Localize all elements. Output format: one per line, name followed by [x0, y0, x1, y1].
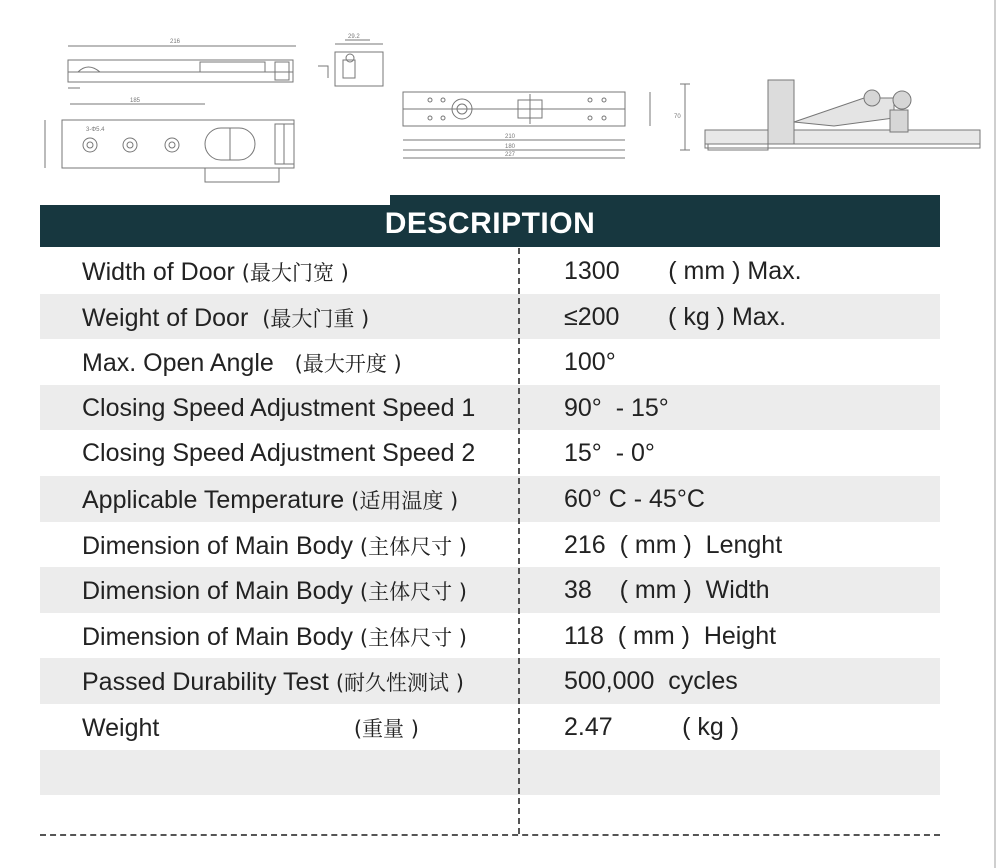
- spec-value: 15° - 0°: [564, 439, 655, 468]
- spec-value: 100°: [564, 348, 616, 377]
- spec-label-en: Closing Speed Adjustment Speed 2: [82, 439, 476, 468]
- spec-label-cn: (重量 ): [353, 716, 419, 741]
- front-view-drawing: [45, 104, 294, 182]
- spec-label: [82, 303, 369, 333]
- spec-label-cn: (最大门宽 ): [241, 261, 349, 285]
- table-row: [40, 248, 940, 294]
- spec-label-en: Weight of Door: [82, 303, 263, 332]
- spec-value: 216 ( mm ) Lenght: [564, 530, 783, 559]
- page-edge: [994, 0, 996, 868]
- header-title: DESCRIPTION: [384, 207, 596, 240]
- spec-label-cn: (最大门重 ): [262, 306, 370, 331]
- spec-label: [82, 576, 467, 606]
- spec-label: [82, 485, 458, 515]
- technical-drawings: [0, 0, 1000, 190]
- spec-label-en: Dimension of Main Body: [82, 577, 360, 606]
- table-row: [40, 613, 940, 659]
- table-row: [40, 476, 940, 522]
- table-row: [40, 704, 940, 750]
- spec-label-en: Closing Speed Adjustment Speed 1: [82, 393, 476, 422]
- spec-label: [82, 257, 349, 287]
- dim-label: 180: [505, 144, 516, 150]
- spec-label-cn: (耐久性测试 ): [335, 671, 464, 696]
- spec-value: 118 ( mm ) Height: [564, 621, 777, 650]
- spec-label: [82, 439, 475, 468]
- spec-value: 38 ( mm ) Width: [564, 576, 770, 605]
- spec-value: 1300 ( mm ) Max.: [564, 257, 802, 285]
- header-notch: [40, 195, 390, 205]
- plate-drawing: [403, 92, 650, 158]
- spec-label: [82, 667, 464, 697]
- spec-label-en: Width of Door: [82, 258, 242, 286]
- spec-value: 500,000 cycles: [564, 667, 738, 696]
- spec-label-cn: (主体尺寸 ): [359, 580, 467, 605]
- dim-label: 210: [505, 134, 516, 140]
- spec-label-en: Max. Open Angle: [82, 349, 295, 378]
- spec-label: [82, 394, 475, 423]
- spec-label: [82, 622, 467, 652]
- table-row: [40, 567, 940, 613]
- spec-label-cn: (最大开度 ): [294, 352, 402, 377]
- table-row: [40, 385, 940, 431]
- dim-label: 216: [170, 39, 181, 45]
- dim-label: 70: [674, 114, 681, 120]
- spec-value: ≤200 ( kg ) Max.: [564, 302, 787, 331]
- side-view-drawing: [68, 46, 296, 88]
- dim-label: 185: [130, 98, 141, 104]
- spec-value: 90° - 15°: [564, 393, 669, 422]
- spec-label: [82, 348, 402, 378]
- spec-label-en: Applicable Temperature: [82, 485, 352, 514]
- spec-label: [82, 713, 419, 743]
- spec-label: [82, 531, 467, 561]
- assembly-drawing: [680, 80, 980, 150]
- spec-label-en: Passed Durability Test: [82, 668, 336, 697]
- spec-label-cn: (主体尺寸 ): [359, 534, 467, 559]
- dim-label: 227: [505, 152, 516, 158]
- table-row: [40, 339, 940, 385]
- spec-value: 60° C - 45°C: [564, 484, 705, 513]
- spec-label-cn: (主体尺寸 ): [359, 625, 467, 650]
- spec-table: [40, 248, 940, 841]
- table-row: [40, 294, 940, 340]
- table-row: [40, 658, 940, 704]
- table-row: [40, 522, 940, 568]
- description-header: [40, 195, 940, 247]
- dim-label: 29.2: [348, 34, 360, 40]
- spec-label-en: Dimension of Main Body: [82, 531, 360, 560]
- table-bottom-line: [40, 834, 940, 836]
- spec-label-en: Weight: [82, 713, 354, 742]
- column-divider: [518, 248, 520, 834]
- table-row: [40, 430, 940, 476]
- table-row: [40, 750, 940, 796]
- spec-label-cn: (适用温度 ): [351, 488, 459, 513]
- spec-label-en: Dimension of Main Body: [82, 622, 360, 651]
- profile-drawing: [318, 40, 383, 86]
- dim-label: 3-Φ5.4: [86, 127, 105, 133]
- spec-value: 2.47 ( kg ): [564, 712, 740, 741]
